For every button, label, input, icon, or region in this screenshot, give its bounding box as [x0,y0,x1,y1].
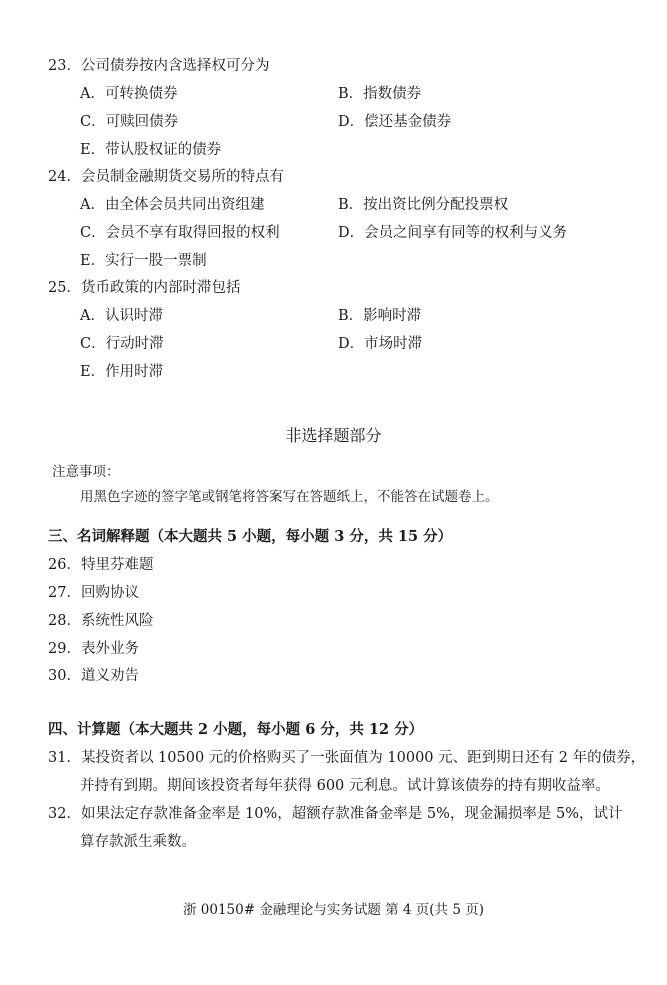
question-32-line-2: 算存款派生乘数。 [80,834,196,850]
q24-option-d: D．会员之间享有同等的权利与义务 [338,225,568,241]
section-3-heading: 三、名词解释题（本大题共 5 小题，每小题 3 分，共 15 分） [48,528,453,545]
term-27: 27．回购协议 [48,585,139,601]
question-31-line-1: 31．某投资者以 10500 元的价格购买了一张面值为 10000 元、距到期日还有 2 年的债券， [48,750,646,766]
nonchoice-section-title: 非选择题部分 [285,426,382,445]
question-32-line-1: 32．如果法定存款准备金率是 10%，超额存款准备金率是 5%，现金漏损率是 5%，试计 [48,806,623,822]
q25-option-b: B．影响时滞 [338,308,422,324]
note-text: 用黑色字迹的签字笔或钢笔将答案写在答题纸上，不能答在试题卷上。 [80,489,499,505]
q25-option-e: E．作用时滞 [80,364,164,380]
question-24-stem: 24．会员制金融期货交易所的特点有 [48,169,284,185]
section-4-heading: 四、计算题（本大题共 2 小题，每小题 6 分，共 12 分） [48,721,424,738]
q23-option-a: A．可转换债券 [80,86,178,102]
term-29: 29．表外业务 [48,641,139,657]
q23-option-d: D．偿还基金债券 [338,114,452,130]
q25-option-a: A．认识时滞 [80,308,163,324]
page-footer: 浙 00150# 金融理论与实务试题 第 4 页(共 5 页) [182,902,484,918]
q23-option-c: C．可赎回债券 [80,114,179,130]
q24-option-b: B．按出资比例分配投票权 [338,197,509,213]
q25-option-d: D．市场时滞 [338,336,423,352]
q24-option-e: E．实行一股一票制 [80,253,207,269]
q24-option-c: C．会员不享有取得回报的权利 [80,225,280,241]
question-25-stem: 25．货币政策的内部时滞包括 [48,280,241,296]
term-26: 26．特里芬难题 [48,557,154,573]
term-30: 30．道义劝告 [48,668,139,684]
note-label: 注意事项： [52,464,120,480]
term-28: 28．系统性风险 [48,613,154,629]
q23-option-b: B．指数债券 [338,86,422,102]
q25-option-c: C．行动时滞 [80,336,164,352]
question-31-line-2: 并持有到期。期间该投资者每年获得 600 元利息。试计算该债券的持有期收益率。 [80,778,610,794]
q23-option-e: E．带认股权证的债券 [80,142,222,158]
q24-option-a: A．由全体会员共同出资组建 [80,197,265,213]
question-23-stem: 23．公司债券按内含选择权可分为 [48,58,270,74]
